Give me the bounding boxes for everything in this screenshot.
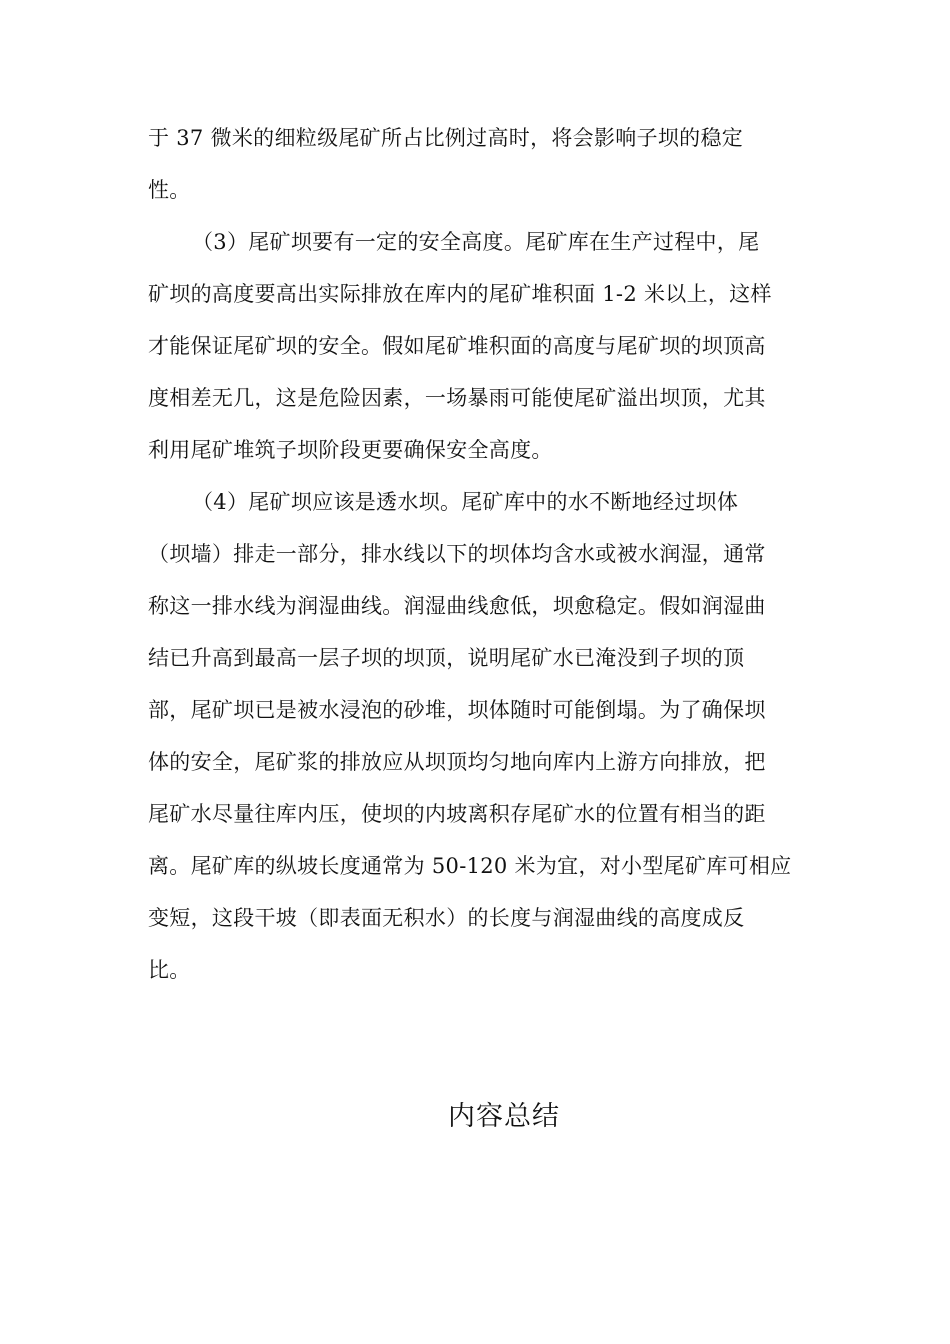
text-line: 体的安全，尾矿浆的排放应从坝顶均匀地向库内上游方向排放，把 [148, 750, 766, 774]
text-line: 才能保证尾矿坝的安全。假如尾矿堆积面的高度与尾矿坝的坝顶高 [148, 334, 766, 358]
text-line: 称这一排水线为润湿曲线。润湿曲线愈低，坝愈稳定。假如润湿曲 [148, 594, 766, 618]
text-line: 度相差无几，这是危险因素，一场暴雨可能使尾矿溢出坝顶，尤其 [148, 386, 766, 410]
summary-heading: 内容总结 [448, 1101, 560, 1132]
text-line: 比。 [148, 958, 191, 982]
text-line: 利用尾矿堆筑子坝阶段更要确保安全高度。 [148, 438, 553, 462]
paragraph-3-start: （3）尾矿坝要有一定的安全高度。尾矿库在生产过程中，尾 [192, 230, 760, 254]
text-line: 矿坝的高度要高出实际排放在库内的尾矿堆积面 1-2 米以上，这样 [148, 282, 772, 306]
text-line: （坝墙）排走一部分，排水线以下的坝体均含水或被水润湿，通常 [148, 542, 766, 566]
text-line: 尾矿水尽量往库内压，使坝的内坡离积存尾矿水的位置有相当的距 [148, 802, 766, 826]
text-line: 部，尾矿坝已是被水浸泡的砂堆，坝体随时可能倒塌。为了确保坝 [148, 698, 766, 722]
text-line: 变短，这段干坡（即表面无积水）的长度与润湿曲线的高度成反 [148, 906, 745, 930]
text-line: 结已升高到最高一层子坝的坝顶，说明尾矿水已淹没到子坝的顶 [148, 646, 745, 670]
text-line: 于 37 微米的细粒级尾矿所占比例过高时，将会影响子坝的稳定 [148, 126, 744, 150]
text-line: 离。尾矿库的纵坡长度通常为 50-120 米为宜，对小型尾矿库可相应 [148, 854, 792, 878]
text-line: 性。 [148, 178, 191, 202]
paragraph-4-start: （4）尾矿坝应该是透水坝。尾矿库中的水不断地经过坝体 [192, 490, 739, 514]
